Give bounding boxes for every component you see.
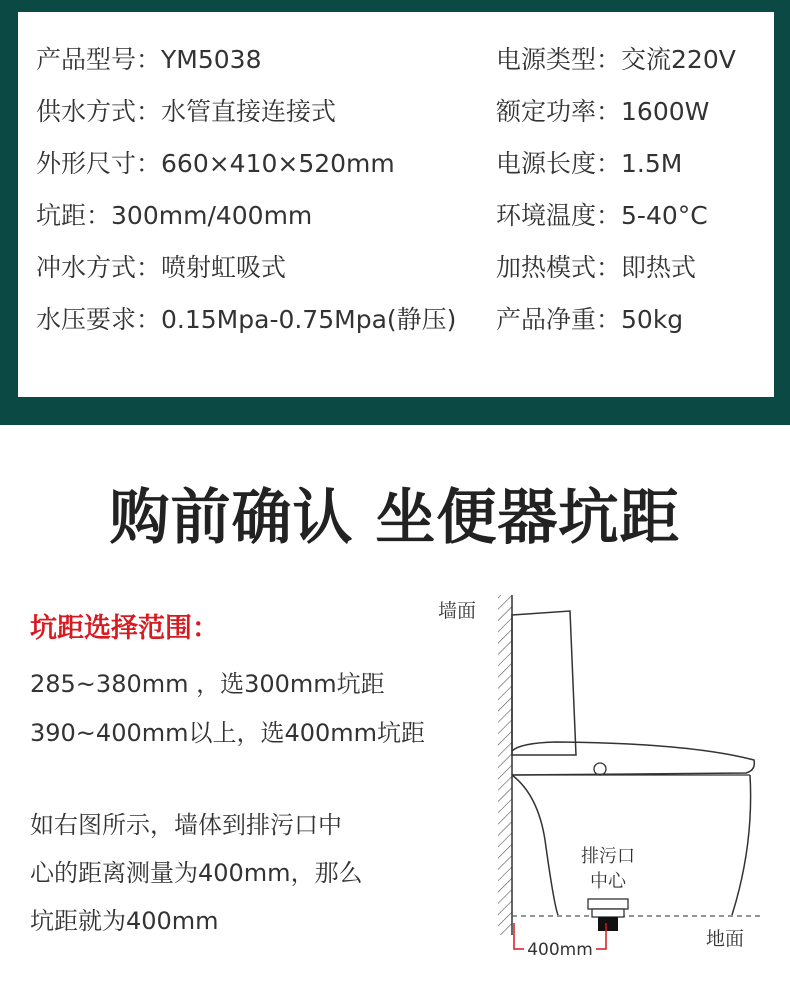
explain-line-2: 心的距离测量为400mm，那么: [30, 859, 363, 887]
toilet-lid: [512, 742, 754, 775]
spec-row: [36, 294, 456, 346]
drain-label-1: 排污口: [581, 846, 635, 867]
spec-column-left: [36, 34, 456, 346]
spec-label: 水压要求：: [36, 305, 162, 334]
hinge-knob: [594, 763, 606, 775]
explain-line-1: 如右图所示，墙体到排污口中: [30, 811, 342, 839]
range-line-2: 390~400mm以上，选400mm坑距: [30, 719, 426, 747]
spec-value: 5-40°C: [621, 201, 708, 230]
explain-line-3: 坑距就为400mm: [30, 907, 219, 935]
spec-row: [496, 138, 736, 190]
spec-label: 电源类型：: [496, 45, 622, 74]
headline: 购前确认 坐便器坑距: [109, 483, 681, 553]
drain-flange-top: [588, 899, 628, 909]
toilet-tank: [512, 611, 576, 755]
spec-label: 产品净重：: [496, 305, 622, 334]
drain-pipe: [598, 917, 618, 931]
range-title: 坑距选择范围：: [30, 613, 219, 644]
drain-label-2: 中心: [590, 871, 626, 892]
spec-value: 1.5M: [621, 149, 683, 178]
spec-column-right: [496, 34, 736, 346]
spec-value: 水管直接连接式: [161, 97, 337, 126]
spec-card: [18, 12, 774, 397]
spec-row: [496, 294, 736, 346]
spec-label: 供水方式：: [36, 97, 162, 126]
spec-value: 1600W: [621, 97, 710, 126]
spec-row: [496, 190, 736, 242]
spec-label: 额定功率：: [496, 97, 622, 126]
spec-row: [36, 34, 456, 86]
toilet-pit-diagram: [420, 585, 780, 965]
toilet-bowl-left: [512, 775, 558, 915]
spec-value: 660×410×520mm: [161, 149, 395, 178]
spec-label: 电源长度：: [496, 149, 622, 178]
spec-label: 坑距：: [36, 201, 112, 230]
range-line-1: 285~380mm ，选300mm坑距: [30, 670, 385, 698]
distance-label: 400mm: [527, 940, 593, 960]
wall-label: 墙面: [438, 600, 477, 622]
toilet-bowl-right: [732, 775, 751, 915]
spec-value: 300mm/400mm: [111, 201, 313, 230]
spec-row: [36, 86, 456, 138]
spec-row: [496, 34, 736, 86]
drain-flange-mid: [592, 909, 624, 917]
spec-row: [496, 242, 736, 294]
spec-band: [0, 0, 790, 425]
floor-label: 地面: [706, 928, 745, 950]
spec-row: [36, 242, 456, 294]
spec-value: 即热式: [621, 253, 697, 282]
spec-value: YM5038: [161, 45, 262, 74]
spec-label: 冲水方式：: [36, 253, 162, 282]
spec-label: 产品型号：: [36, 45, 162, 74]
wall-hatch: [498, 595, 512, 935]
spec-label: 环境温度：: [496, 201, 622, 230]
spec-label: 外形尺寸：: [36, 149, 162, 178]
spec-row: [36, 190, 456, 242]
spec-value: 交流220V: [621, 45, 736, 74]
spec-label: 加热模式：: [496, 253, 622, 282]
spec-value: 喷射虹吸式: [161, 253, 287, 282]
spec-row: [36, 138, 456, 190]
distance-bracket-left: [514, 923, 524, 949]
spec-row: [496, 86, 736, 138]
spec-value: 50kg: [621, 305, 684, 334]
spec-value: 0.15Mpa-0.75Mpa(静压): [161, 305, 457, 334]
